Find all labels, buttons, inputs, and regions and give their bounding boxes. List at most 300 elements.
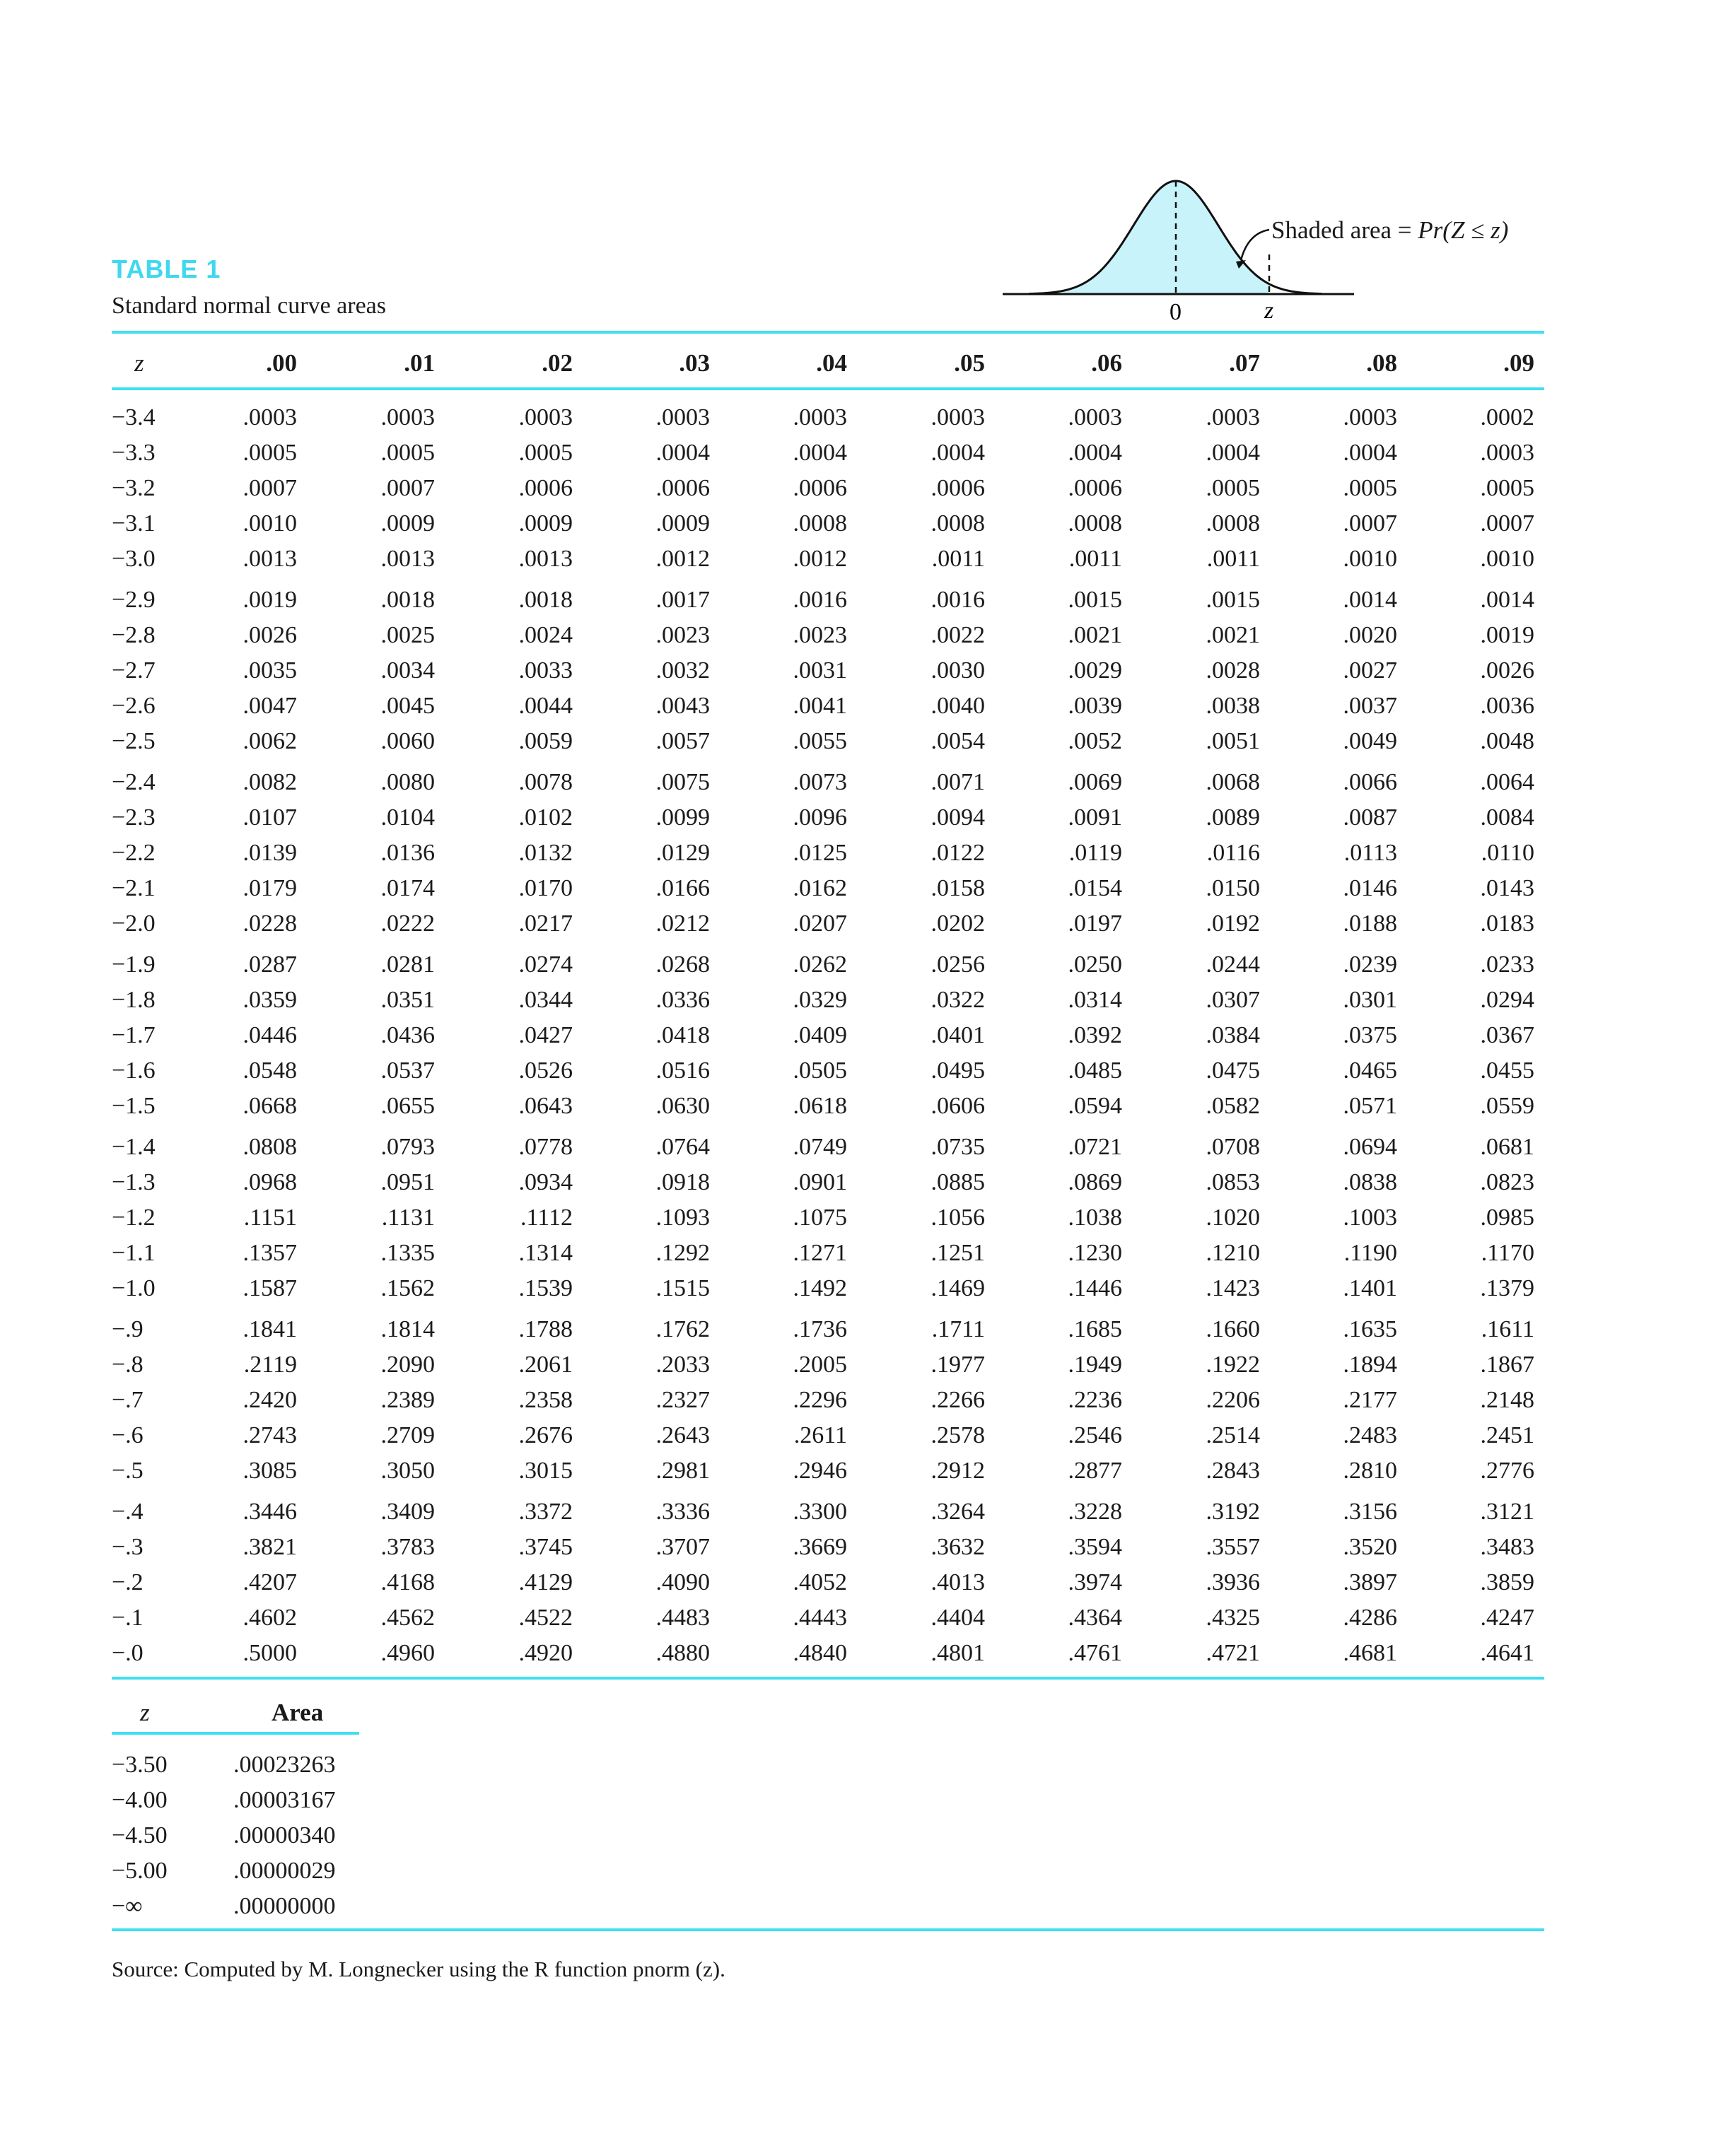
table-cell: .0158 [931,875,985,901]
row-z-label: −3.2 [112,475,156,501]
table-cell: .0239 [1343,951,1397,978]
table-cell: .1685 [1068,1316,1122,1342]
table-cell: .0005 [518,440,573,466]
table-cell: .1788 [518,1316,573,1342]
tail-row-area: .00000340 [233,1822,336,1849]
table-cell: .0045 [380,693,435,719]
table-cell: .3936 [1206,1569,1260,1595]
table-cell: .4483 [655,1605,710,1631]
row-z-label: −1.7 [112,1022,156,1048]
table-cell: .0009 [655,510,710,537]
table-cell: .0125 [793,840,847,866]
table-cell: .2946 [793,1458,847,1484]
table-cell: .3557 [1206,1534,1260,1560]
tail-row-z: −3.50 [112,1752,168,1778]
tail-row-z: −4.00 [112,1787,168,1813]
table-cell: .0010 [1480,546,1534,572]
table-cell: .0183 [1480,910,1534,937]
table-cell: .0032 [655,657,710,684]
table-cell: .2236 [1068,1387,1122,1413]
tail-row-z: −∞ [112,1893,143,1919]
tail-row-area: .00000000 [233,1893,336,1919]
table-cell: .0080 [380,769,435,795]
table-cell: .2676 [518,1422,573,1448]
row-z-label: −2.4 [112,769,156,795]
table-cell: .3050 [380,1458,435,1484]
table-cell: .0721 [1068,1134,1122,1160]
table-cell: .0749 [793,1134,847,1160]
table-cell: .0681 [1480,1134,1534,1160]
table-cell: .0005 [243,440,297,466]
table-cell: .0018 [380,587,435,613]
table-cell: .0885 [931,1169,985,1195]
table-cell: .2877 [1068,1458,1122,1484]
rule-source [112,1928,1544,1931]
table-cell: .0294 [1480,987,1534,1013]
table-cell: .2912 [931,1458,985,1484]
table-cell: .2119 [243,1352,297,1378]
table-cell: .2148 [1480,1387,1534,1413]
table-cell: .0007 [1480,510,1534,537]
table-cell: .3594 [1068,1534,1122,1560]
tail-row-area: .00000029 [233,1858,336,1884]
table-cell: .0985 [1480,1205,1534,1231]
table-cell: .0052 [1068,728,1122,754]
row-z-label: −1.6 [112,1058,156,1084]
table-cell: .0375 [1343,1022,1397,1048]
row-z-label: −2.7 [112,657,156,684]
table-cell: .0764 [655,1134,710,1160]
table-cell: .0038 [1206,693,1260,719]
table-cell: .0207 [793,910,847,937]
table-cell: .0446 [243,1022,297,1048]
table-cell: .0268 [655,951,710,978]
table-cell: .0069 [1068,769,1122,795]
table-cell: .4207 [243,1569,297,1595]
table-cell: .0075 [655,769,710,795]
table-cell: .2578 [931,1422,985,1448]
table-cell: .0559 [1480,1093,1534,1119]
row-z-label: −2.5 [112,728,156,754]
tail-row-area: .00023263 [233,1752,336,1778]
table-cell: .0004 [793,440,847,466]
table-cell: .0014 [1343,587,1397,613]
table-cell: .0823 [1480,1169,1534,1195]
table-cell: .0014 [1480,587,1534,613]
table-cell: .0392 [1068,1022,1122,1048]
table-cell: .0013 [518,546,573,572]
table-cell: .0808 [243,1134,297,1160]
table-cell: .4013 [931,1569,985,1595]
table-cell: .3859 [1480,1569,1534,1595]
table-cell: .0084 [1480,804,1534,831]
table-cell: .0009 [380,510,435,537]
table-cell: .0526 [518,1058,573,1084]
table-cell: .4602 [243,1605,297,1631]
table-cell: .0102 [518,804,573,831]
table-cell: .1271 [793,1240,847,1266]
table-cell: .0029 [1068,657,1122,684]
table-cell: .4364 [1068,1605,1122,1631]
table-cell: .0027 [1343,657,1397,684]
table-cell: .0048 [1480,728,1534,754]
row-z-label: −2.2 [112,840,156,866]
table-cell: .3974 [1068,1569,1122,1595]
table-cell: .5000 [243,1640,297,1666]
table-cell: .0043 [655,693,710,719]
table-cell: .4801 [931,1640,985,1666]
table-cell: .4880 [655,1640,710,1666]
table-cell: .0455 [1480,1058,1534,1084]
table-cell: .0055 [793,728,847,754]
table-cell: .1357 [243,1240,297,1266]
table-cell: .4681 [1343,1640,1397,1666]
table-cell: .1711 [931,1316,985,1342]
table-cell: .0010 [1343,546,1397,572]
row-z-label: −2.8 [112,622,156,648]
table-cell: .3085 [243,1458,297,1484]
table-cell: .4443 [793,1605,847,1631]
table-cell: .0004 [1068,440,1122,466]
table-cell: .1446 [1068,1275,1122,1301]
row-z-label: −2.1 [112,875,156,901]
column-header-9: .09 [1503,349,1534,377]
table-cell: .0008 [1206,510,1260,537]
table-cell: .0495 [931,1058,985,1084]
table-cell: .0344 [518,987,573,1013]
table-cell: .1003 [1343,1205,1397,1231]
table-cell: .0005 [1480,475,1534,501]
shaded-area [1029,181,1269,294]
table-cell: .0708 [1206,1134,1260,1160]
table-cell: .1894 [1343,1352,1397,1378]
table-cell: .0409 [793,1022,847,1048]
table-cell: .2981 [655,1458,710,1484]
table-cell: .0018 [518,587,573,613]
column-header-4: .04 [816,349,847,377]
axis-zero-label: 0 [1170,299,1182,325]
table-cell: .0006 [1068,475,1122,501]
row-z-label: −.2 [112,1569,144,1595]
table-cell: .1611 [1481,1316,1534,1342]
table-cell: .0011 [931,546,985,572]
table-cell: .3300 [793,1499,847,1525]
table-cell: .0250 [1068,951,1122,978]
table-cell: .0351 [380,987,435,1013]
row-z-label: −.7 [112,1387,144,1413]
table-cell: .0010 [243,510,297,537]
table-cell: .0054 [931,728,985,754]
table-cell: .0668 [243,1093,297,1119]
table-cell: .0023 [655,622,710,648]
table-cell: .3228 [1068,1499,1122,1525]
table-cell: .3520 [1343,1534,1397,1560]
table-cell: .0003 [793,404,847,430]
table-cell: .4325 [1206,1605,1260,1631]
table-cell: .0301 [1343,987,1397,1013]
table-cell: .0594 [1068,1093,1122,1119]
table-cell: .3446 [243,1499,297,1525]
table-cell: .0017 [655,587,710,613]
row-z-label: −1.0 [112,1275,156,1301]
table-cell: .0031 [793,657,847,684]
table-cell: .0094 [931,804,985,831]
row-z-label: −1.9 [112,951,156,978]
column-header-8: .08 [1366,349,1397,377]
table-cell: .0262 [793,951,847,978]
table-cell: .1423 [1206,1275,1260,1301]
table-cell: .1841 [243,1316,297,1342]
row-z-label: −2.3 [112,804,156,831]
table-cell: .3821 [243,1534,297,1560]
table-cell: .0154 [1068,875,1122,901]
table-cell: .0179 [243,875,297,901]
table-cell: .1020 [1206,1205,1260,1231]
rule-tail-header [112,1732,359,1735]
table-cell: .0013 [243,546,297,572]
table-cell: .0026 [243,622,297,648]
table-cell: .0119 [1068,840,1122,866]
table-cell: .3483 [1480,1534,1534,1560]
table-cell: .0073 [793,769,847,795]
table-cell: .0062 [243,728,297,754]
table-cell: .1814 [380,1316,435,1342]
table-cell: .0033 [518,657,573,684]
table-cell: .0004 [655,440,710,466]
table-cell: .0778 [518,1134,573,1160]
row-z-label: −.1 [112,1605,144,1631]
table-cell: .0006 [931,475,985,501]
tail-row-z: −5.00 [112,1858,168,1884]
rule-top [112,331,1544,334]
source-note: Source: Computed by M. Longnecker using the R function pnorm (z). [112,1957,725,1981]
table-cell: .0838 [1343,1169,1397,1195]
table-cell: .0008 [931,510,985,537]
row-z-label: −1.8 [112,987,156,1013]
table-cell: .1977 [931,1352,985,1378]
table-cell: .1151 [243,1205,297,1231]
table-cell: .0618 [793,1093,847,1119]
table-cell: .0116 [1206,840,1260,866]
table-cell: .0582 [1206,1093,1260,1119]
table-cell: .0256 [931,951,985,978]
table-cell: .2090 [380,1352,435,1378]
row-z-label: −3.1 [112,510,156,537]
column-header-7: .07 [1229,349,1260,377]
table-cell: .0110 [1481,840,1534,866]
table-cell: .4247 [1480,1605,1534,1631]
table-cell: .0968 [243,1169,297,1195]
table-cell: .0047 [243,693,297,719]
table-cell: .4090 [655,1569,710,1595]
table-cell: .0082 [243,769,297,795]
table-cell: .0485 [1068,1058,1122,1084]
table-cell: .0281 [380,951,435,978]
table-cell: .0051 [1206,728,1260,754]
table-cell: .3264 [931,1499,985,1525]
table-cell: .2005 [793,1352,847,1378]
row-z-label: −3.3 [112,440,156,466]
row-z-label: −2.9 [112,587,156,613]
table-cell: .0011 [1068,546,1122,572]
normal-curve-figure [990,163,1577,332]
table-cell: .0233 [1480,951,1534,978]
table-cell: .2514 [1206,1422,1260,1448]
table-cell: .0004 [931,440,985,466]
table-cell: .0012 [793,546,847,572]
table-cell: .4641 [1480,1640,1534,1666]
table-cell: .1401 [1343,1275,1397,1301]
table-cell: .0197 [1068,910,1122,937]
table-cell: .0071 [931,769,985,795]
table-cell: .0078 [518,769,573,795]
table-cell: .0104 [380,804,435,831]
table-subtitle: Standard normal curve areas [112,293,386,319]
table-cell: .0015 [1068,587,1122,613]
table-cell: .4052 [793,1569,847,1595]
table-cell: .0005 [1343,475,1397,501]
table-cell: .0003 [1480,440,1534,466]
table-cell: .0571 [1343,1093,1397,1119]
column-header-3: .03 [679,349,710,377]
table-cell: .0244 [1206,951,1260,978]
table-cell: .0013 [380,546,435,572]
row-z-label: −1.5 [112,1093,156,1119]
row-z-label: −1.4 [112,1134,156,1160]
table-cell: .0606 [931,1093,985,1119]
table-cell: .4721 [1206,1640,1260,1666]
row-z-label: −1.1 [112,1240,156,1266]
table-cell: .0643 [518,1093,573,1119]
table-cell: .0007 [1343,510,1397,537]
table-cell: .2843 [1206,1458,1260,1484]
table-cell: .0934 [518,1169,573,1195]
column-header-2: .02 [542,349,573,377]
table-cell: .0129 [655,840,710,866]
table-cell: .0188 [1343,910,1397,937]
table-cell: .0008 [793,510,847,537]
table-cell: .0020 [1343,622,1397,648]
table-cell: .2643 [655,1422,710,1448]
table-cell: .0099 [655,804,710,831]
table-cell: .0009 [518,510,573,537]
table-label: TABLE 1 [112,254,221,283]
table-cell: .1038 [1068,1205,1122,1231]
rule-table-bottom [112,1677,1544,1680]
z-column-header: z [134,349,144,377]
table-cell: .0035 [243,657,297,684]
table-cell: .2206 [1206,1387,1260,1413]
table-cell: .0091 [1068,804,1122,831]
table-cell: .0002 [1480,404,1534,430]
table-cell: .0516 [655,1058,710,1084]
table-cell: .4286 [1343,1605,1397,1631]
table-cell: .0040 [931,693,985,719]
table-cell: .3409 [380,1499,435,1525]
row-z-label: −.3 [112,1534,144,1560]
table-cell: .3121 [1480,1499,1534,1525]
table-cell: .3372 [518,1499,573,1525]
table-cell: .0465 [1343,1058,1397,1084]
table-cell: .3783 [380,1534,435,1560]
table-cell: .0359 [243,987,297,1013]
table-cell: .2546 [1068,1422,1122,1448]
table-cell: .0918 [655,1169,710,1195]
table-cell: .0015 [1206,587,1260,613]
table-cell: .0132 [518,840,573,866]
table-cell: .0853 [1206,1169,1260,1195]
table-cell: .1867 [1480,1352,1534,1378]
table-cell: .4761 [1068,1640,1122,1666]
table-cell: .1660 [1206,1316,1260,1342]
table-cell: .2358 [518,1387,573,1413]
table-cell: .0694 [1343,1134,1397,1160]
table-cell: .4960 [380,1640,435,1666]
table-cell: .0136 [380,840,435,866]
row-z-label: −.6 [112,1422,144,1448]
row-z-label: −.0 [112,1640,144,1666]
table-cell: .1949 [1068,1352,1122,1378]
table-cell: .1170 [1481,1240,1534,1266]
table-cell: .0217 [518,910,573,937]
row-z-label: −.9 [112,1316,144,1342]
table-cell: .0068 [1206,769,1260,795]
table-cell: .2061 [518,1352,573,1378]
row-z-label: −2.6 [112,693,156,719]
tail-area-header: Area [272,1699,324,1726]
table-cell: .0026 [1480,657,1534,684]
table-cell: .1093 [655,1205,710,1231]
table-cell: .0021 [1206,622,1260,648]
table-cell: .0951 [380,1169,435,1195]
table-cell: .0036 [1480,693,1534,719]
table-cell: .0505 [793,1058,847,1084]
table-cell: .2296 [793,1387,847,1413]
rule-header-bottom [112,387,1544,390]
table-cell: .0655 [380,1093,435,1119]
row-z-label: −.8 [112,1352,144,1378]
table-cell: .1587 [243,1275,297,1301]
table-cell: .0367 [1480,1022,1534,1048]
table-cell: .0146 [1343,875,1397,901]
table-cell: .0427 [518,1022,573,1048]
table-cell: .1314 [518,1240,573,1266]
table-cell: .0087 [1343,804,1397,831]
table-cell: .4920 [518,1640,573,1666]
table-cell: .0475 [1206,1058,1260,1084]
table-cell: .3015 [518,1458,573,1484]
table-cell: .0041 [793,693,847,719]
table-cell: .1292 [655,1240,710,1266]
table-cell: .0174 [380,875,435,901]
table-cell: .1190 [1343,1240,1397,1266]
table-cell: .1635 [1343,1316,1397,1342]
table-cell: .0019 [243,587,297,613]
table-cell: .0336 [655,987,710,1013]
table-cell: .0170 [518,875,573,901]
table-cell: .0869 [1068,1169,1122,1195]
table-cell: .0537 [380,1058,435,1084]
table-cell: .2389 [380,1387,435,1413]
table-cell: .1251 [931,1240,985,1266]
table-cell: .0025 [380,622,435,648]
table-cell: .0006 [793,475,847,501]
table-cell: .2420 [243,1387,297,1413]
row-z-label: −3.0 [112,546,156,572]
table-cell: .0034 [380,657,435,684]
table-cell: .4522 [518,1605,573,1631]
table-cell: .1515 [655,1275,710,1301]
